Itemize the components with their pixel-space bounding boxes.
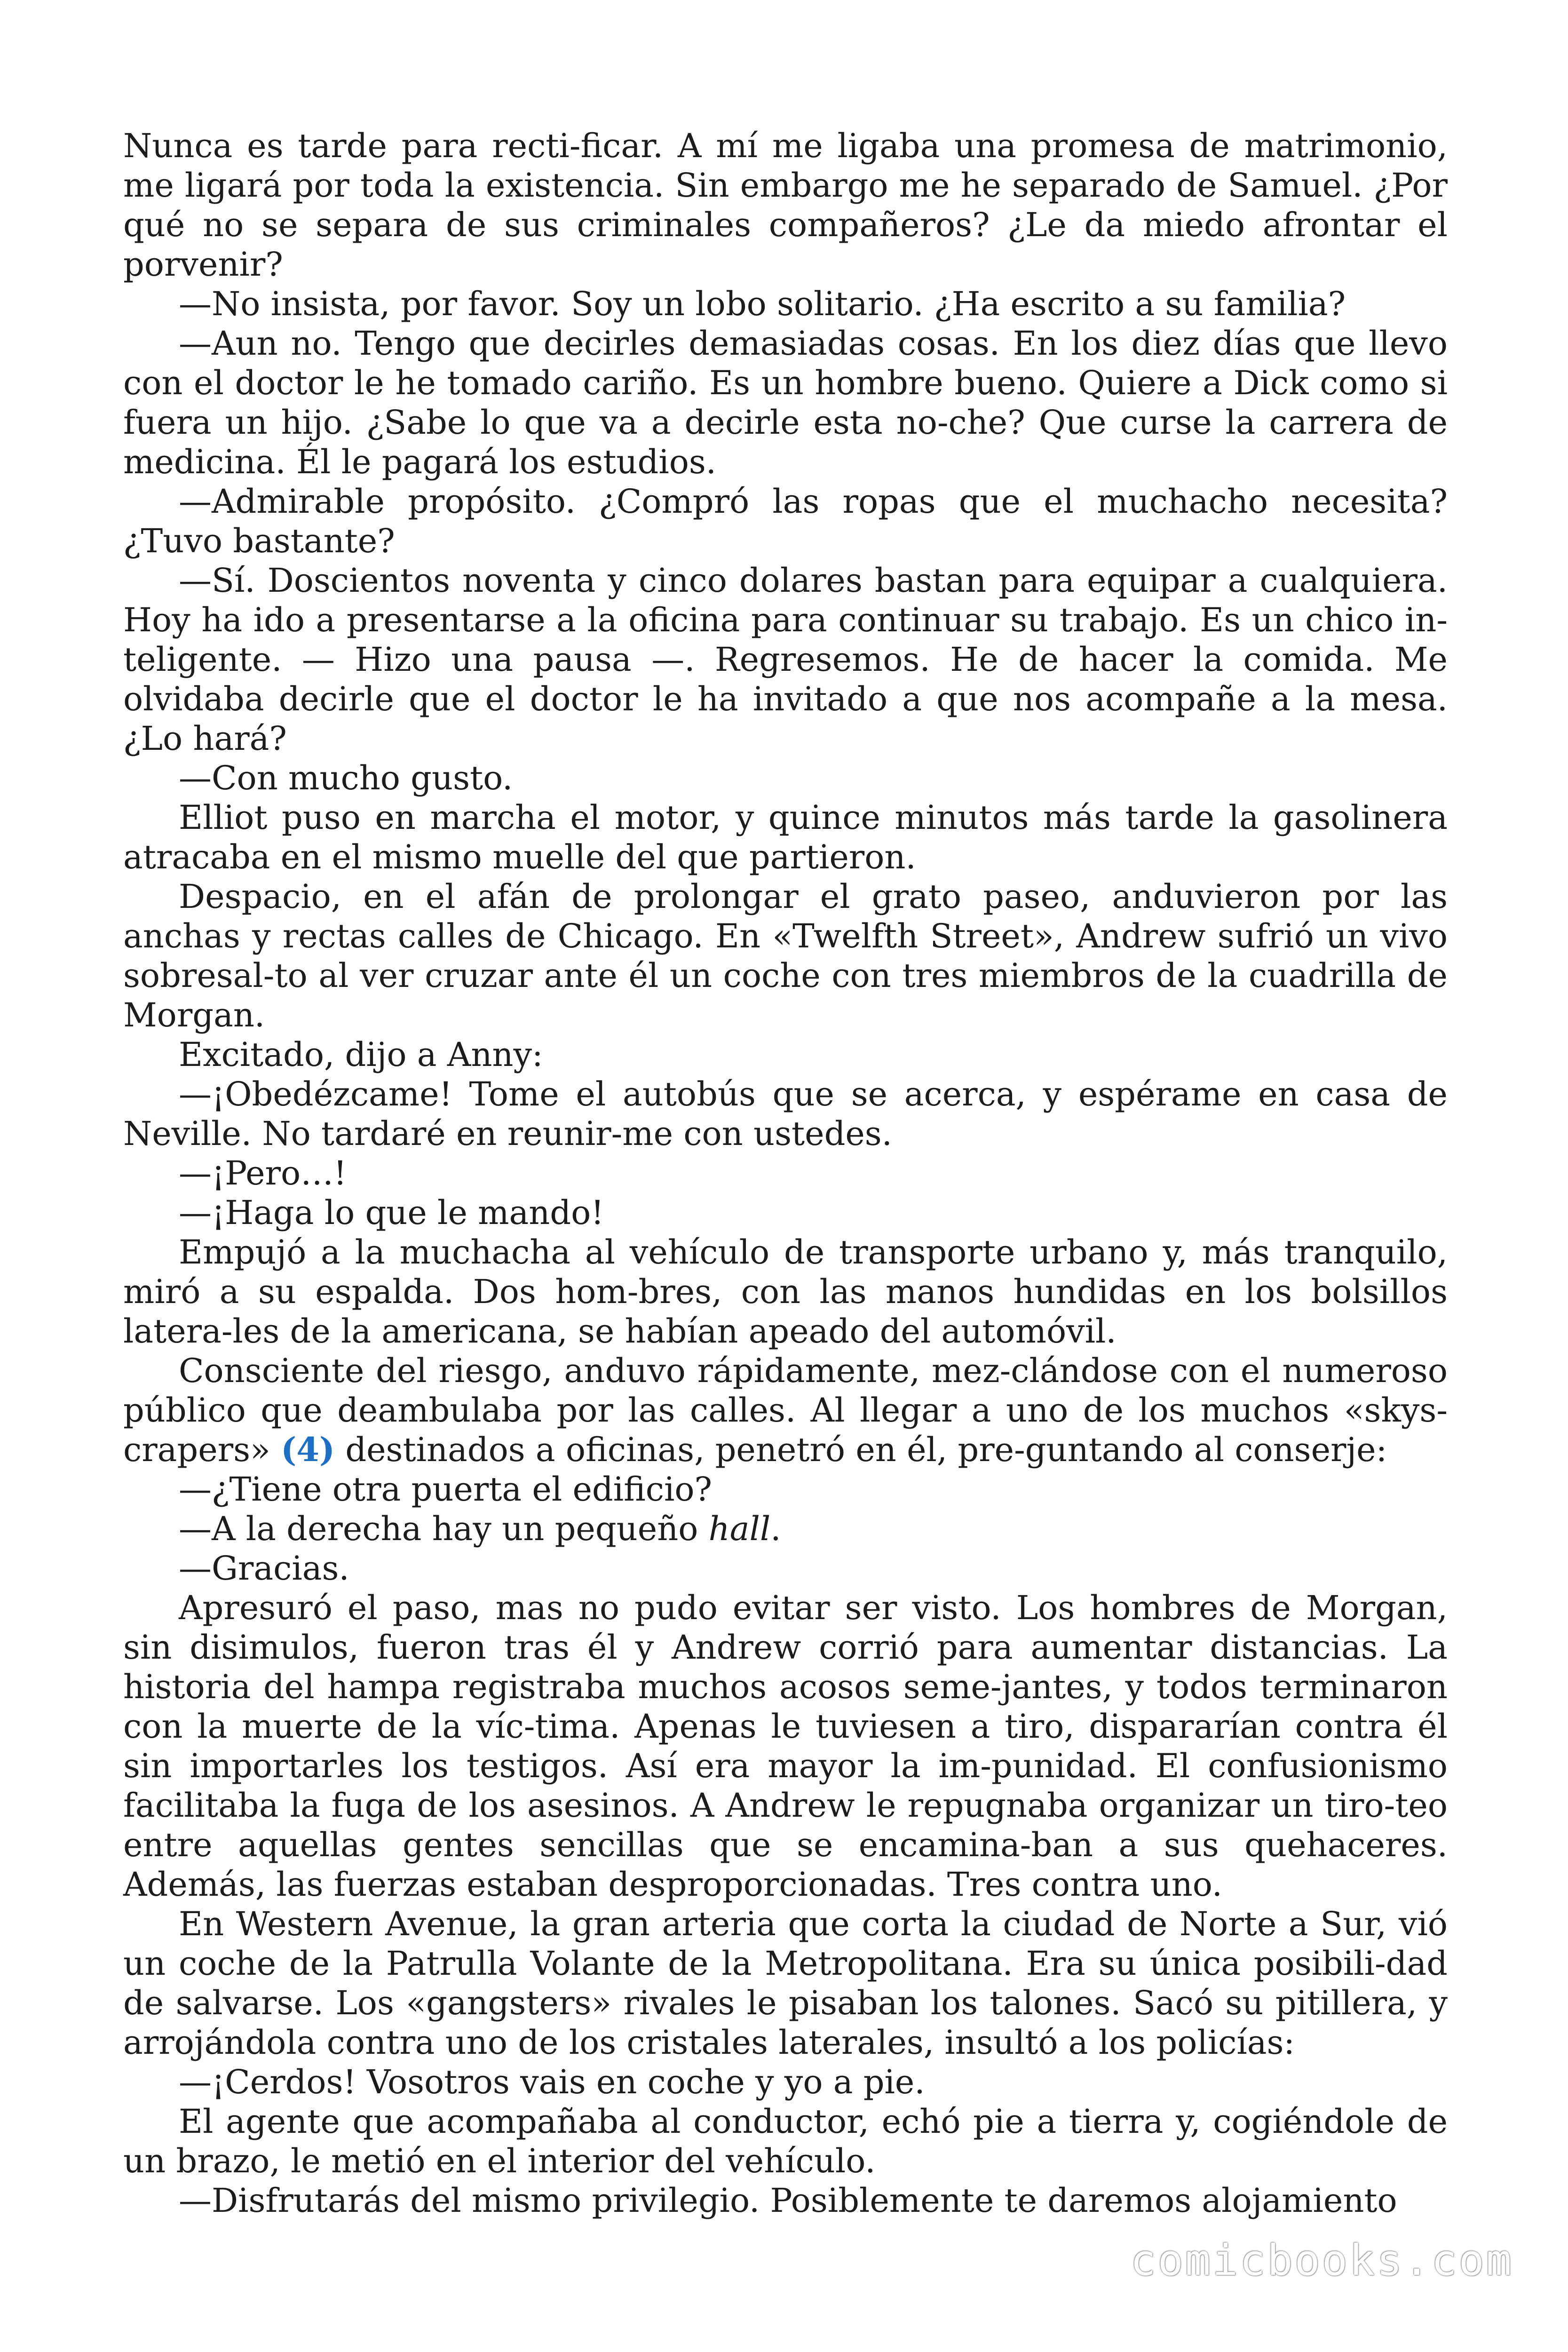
paragraph-6: —Con mucho gusto. xyxy=(179,759,513,797)
paragraph-13: Empujó a la muchacha al vehículo de transporte urbano y, más tranquilo, miró a su espalda. Dos hom-bres, con las manos hundidas en los bolsillos latera-les de la americana, se habían apeado del automóvil. xyxy=(123,1233,1448,1351)
paragraph-11: —¡Pero…! xyxy=(179,1154,347,1192)
footnote-link[interactable]: (4) xyxy=(281,1430,335,1469)
paragraph-22: —Disfrutarás del mismo privilegio. Posiblemente te daremos alojamiento xyxy=(179,2181,1397,2220)
page-body xyxy=(123,126,1448,2220)
paragraph-14 xyxy=(123,1351,1448,1470)
paragraph-21: El agente que acompañaba al conductor, echó pie a tierra y, cogiéndole de un brazo, le metió en el interior del vehículo. xyxy=(123,2102,1448,2180)
paragraph-1: Nunca es tarde para recti-ficar. A mí me ligaba una promesa de matrimonio, me ligará por toda la existencia. Sin embargo me he separado de Samuel. ¿Por qué no se separa de sus criminales compañeros? ¿Le da miedo afrontar el porvenir? xyxy=(123,127,1448,284)
paragraph-10: —¡Obedézcame! Tome el autobús que se acerca, y espérame en casa de Neville. No tardaré en reunir-me con ustedes. xyxy=(123,1075,1448,1153)
paragraph-18: Apresuró el paso, mas no pudo evitar ser visto. Los hombres de Morgan, sin disimulos, fueron tras él y Andrew corrió para aumentar distancias. La historia del hampa registraba muchos acosos seme-jantes, y todos terminaron con la muerte de la víc-tima. Apenas le tuviesen a tiro, dispararían contra él sin importarles los testigos. Así era mayor la im-punidad. El confusionismo facilitaba la fuga de los asesinos. A Andrew le repugnaba organizar un tiro-teo entre aquellas gentes sencillas que se encamina-ban a sus quehaceres. Además, las fuerzas estaban desproporcionadas. Tres contra uno. xyxy=(123,1589,1448,1904)
paragraph-16 xyxy=(123,1509,1448,1549)
paragraph-16-text-before: —A la derecha hay un pequeño xyxy=(179,1510,709,1548)
paragraph-2: —No insista, por favor. Soy un lobo solitario. ¿Ha escrito a su familia? xyxy=(179,285,1346,323)
paragraph-14-text-after: destinados a oficinas, penetró en él, pre-guntando al conserje: xyxy=(335,1430,1387,1469)
paragraph-9: Excitado, dijo a Anny: xyxy=(179,1035,543,1074)
paragraph-14-text-before: Consciente del riesgo, anduvo rápidamente, mez-clándose con el numeroso público que deambulaba por las calles. Al llegar a uno de los muchos «skys-crapers» xyxy=(123,1351,1448,1469)
paragraph-15: —¿Tiene otra puerta el edificio? xyxy=(179,1470,713,1509)
paragraph-4: —Admirable propósito. ¿Compró las ropas que el muchacho necesita? ¿Tuvo bastante? xyxy=(123,482,1448,560)
paragraph-19: En Western Avenue, la gran arteria que corta la ciudad de Norte a Sur, vió un coche de la Patrulla Volante de la Metropolitana. Era su única posibili-dad de salvarse. Los «gangsters» rivales le pisaban los talones. Sacó su pitillera, y arrojándola contra uno de los cristales laterales, insultó a los policías: xyxy=(123,1905,1448,2062)
paragraph-16-text-after: . xyxy=(770,1510,781,1548)
italic-word: hall xyxy=(708,1510,771,1548)
paragraph-17: —Gracias. xyxy=(179,1549,349,1588)
paragraph-20: —¡Cerdos! Vosotros vais en coche y yo a pie. xyxy=(179,2063,925,2101)
watermark: comicbooks.com xyxy=(1130,2236,1513,2285)
paragraph-12: —¡Haga lo que le mando! xyxy=(179,1193,604,1232)
paragraph-7: Elliot puso en marcha el motor, y quince minutos más tarde la gasolinera atracaba en el mismo muelle del que partieron. xyxy=(123,798,1448,876)
paragraph-3: —Aun no. Tengo que decirles demasiadas cosas. En los diez días que llevo con el doctor le he tomado cariño. Es un hombre bueno. Quiere a Dick como si fuera un hijo. ¿Sabe lo que va a decirle esta no-che? Que curse la carrera de medicina. Él le pagará los estudios. xyxy=(123,324,1448,481)
paragraph-8: Despacio, en el afán de prolongar el grato paseo, anduvieron por las anchas y rectas calles de Chicago. En «Twelfth Street», Andrew sufrió un vivo sobresal-to al ver cruzar ante él un coche con tres miembros de la cuadrilla de Morgan. xyxy=(123,877,1448,1034)
paragraph-5: —Sí. Doscientos noventa y cinco dolares bastan para equipar a cualquiera. Hoy ha ido a presentarse a la oficina para continuar su trabajo. Es un chico in-teligente. — Hizo una pausa —. Regresemos. He de hacer la comida. Me olvidaba decirle que el doctor le ha invitado a que nos acompañe a la mesa. ¿Lo hará? xyxy=(123,561,1448,758)
